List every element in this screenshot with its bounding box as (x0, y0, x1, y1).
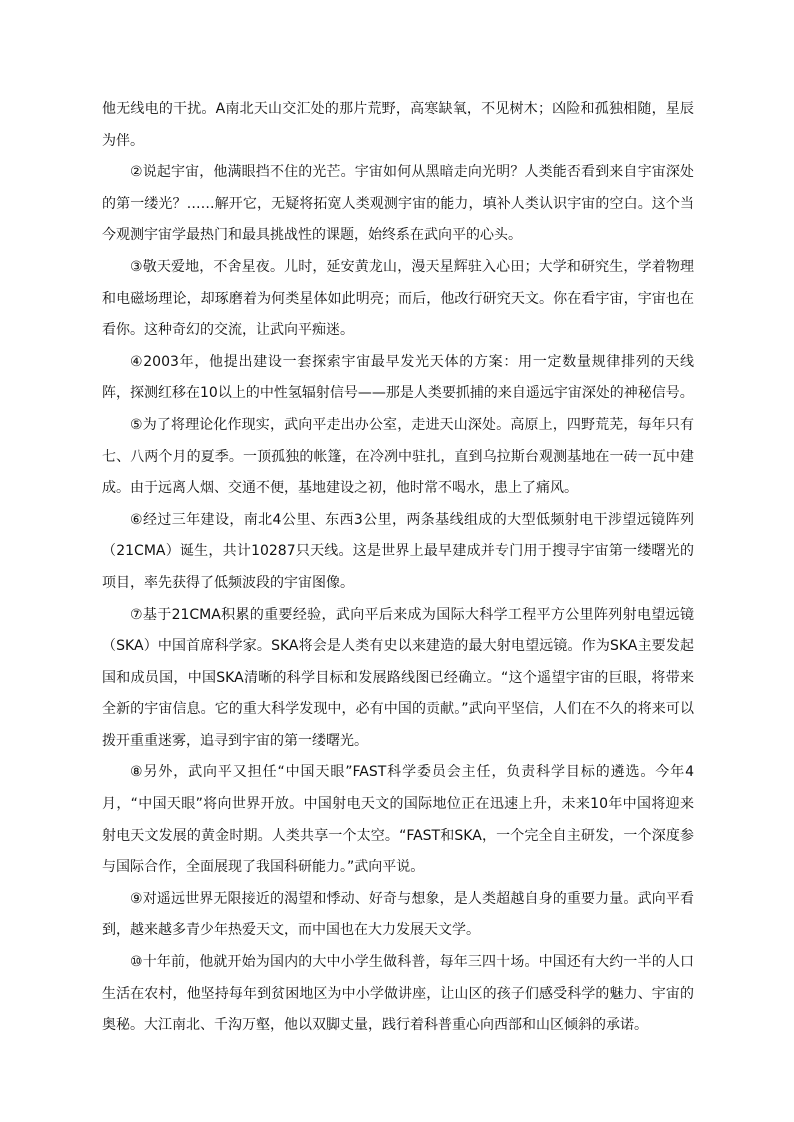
paragraph-3: ③敬天爱地，不舍星夜。儿时，延安黄龙山，漫天星辉驻入心田；大学和研究生，学着物理和电磁场理论，却琢磨着为何类星体如此明亮；而后，他改行研究天文。你在看宇宙，宇宙也在看你。这种奇幻的交流，让武向平痴迷。 (102, 258, 694, 339)
paragraph-6: ⑥经过三年建设，南北4公里、东西3公里，两条基线组成的大型低频射电干涉望远镜阵列（21CMA）诞生，共计10287只天线。这是世界上最早建成并专门用于搜寻宇宙第一缕曙光的项目，率先获得了低频波段的宇宙图像。 (102, 511, 694, 591)
paragraph-continuation: 他无线电的干扰。A南北天山交汇处的那片荒野，高寒缺氧，不见树木；凶险和孤独相随，星辰为伴。 (102, 101, 694, 149)
paragraph-9: ⑨对遥远世界无限接近的渴望和悸动、好奇与想象，是人类超越自身的重要力量。武向平看到，越来越多青少年热爱天文，而中国也在大力发展天文学。 (102, 890, 694, 939)
paragraph-4: ④2003年，他提出建设一套探索宇宙最早发光天体的方案：用一定数量规律排列的天线阵，探测红移在10以上的中性氢辐射信号——那是人类要抓捕的来自遥远宇宙深处的神秘信号。 (102, 353, 694, 402)
paragraph-10: ⑩十年前，他就开始为国内的大中小学生做科普，每年三四十场。中国还有大约一半的人口生活在农村，他坚持每年到贫困地区为中小学做讲座，让山区的孩子们感受科学的魅力、宇宙的奥秘。大江南北、千沟万壑，他以双脚丈量，践行着科普重心向西部和山区倾斜的承诺。 (102, 954, 694, 1034)
paragraph-5: ⑤为了将理论化作现实，武向平走出办公室，走进天山深处。高原上，四野荒芜，每年只有七、八两个月的夏季。一顶孤独的帐篷，在冷冽中驻扎，直到乌拉斯台观测基地在一砖一瓦中建成。由于远离人烟、交通不便，基地建设之初，他时常不喝水，患上了痛风。 (102, 416, 694, 497)
paragraph-2: ②说起宇宙，他满眼挡不住的光芒。宇宙如何从黑暗走向光明？人类能否看到来自宇宙深处的第一缕光？……解开它，无疑将拓宽人类观测宇宙的能力，填补人类认识宇宙的空白。这个当今观测宇宙学最热门和最具挑战性的课题，始终系在武向平的心头。 (102, 164, 694, 244)
paragraph-8: ⑧另外，武向平又担任“中国天眼”FAST科学委员会主任，负责科学目标的遴选。今年4月，“中国天眼”将向世界开放。中国射电天文的国际地位正在迅速上升，未来10年中国将迎来射电天文发展的黄金时期。人类共享一个太空。“FAST和SKA，一个完全自主研发，一个深度参与国际合作，全面展现了我国科研能力。”武向平说。 (102, 764, 694, 876)
article-body (102, 94, 694, 1042)
paragraph-7: ⑦基于21CMA积累的重要经验，武向平后来成为国际大科学工程平方公里阵列射电望远镜（SKA）中国首席科学家。SKA将会是人类有史以来建造的最大射电望远镜。作为SKA主要发起国和成员国，中国SKA清晰的科学目标和发展路线图已经确立。“这个遥望宇宙的巨眼，将带来全新的宇宙信息。它的重大科学发现中，必有中国的贡献。”武向平坚信，人们在不久的将来可以拨开重重迷雾，追寻到宇宙的第一缕曙光。 (102, 606, 694, 749)
